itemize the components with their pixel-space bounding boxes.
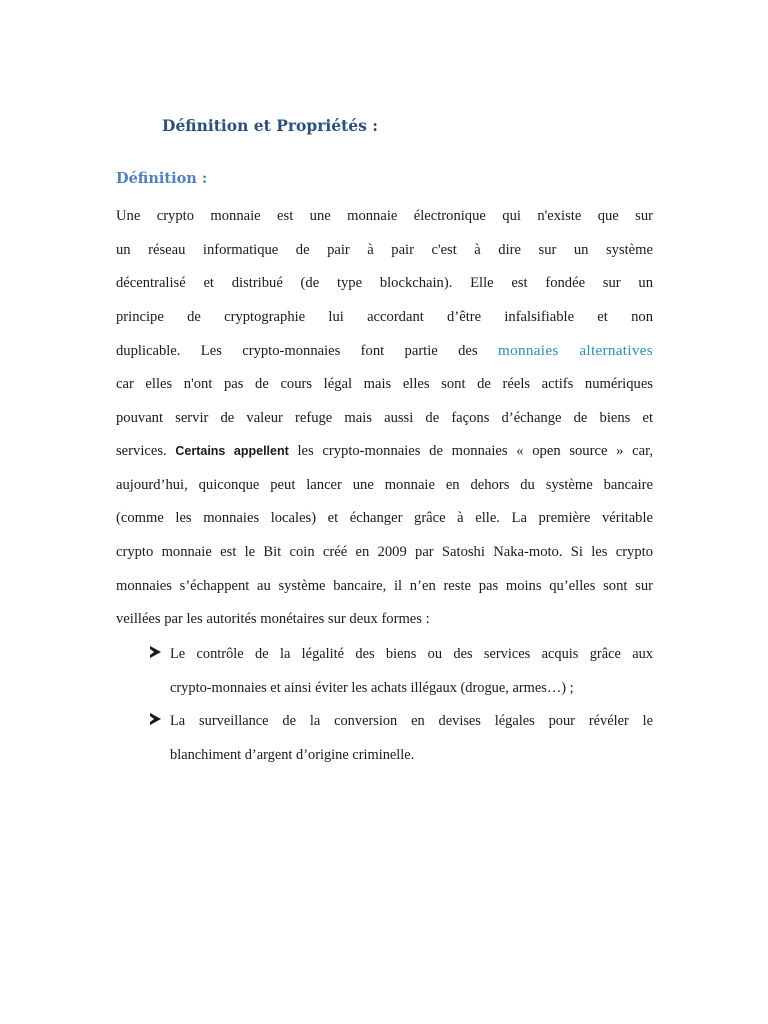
- bullet-1-line-2: crypto-monnaies et ainsi éviter les achats illégaux (drogue, armes…) ;: [170, 679, 574, 696]
- paragraph-line-7: pouvant servir de valeur refuge mais aussi de façons d’échange de biens et: [116, 409, 653, 426]
- bullet-1-line-1: Le contrôle de la légalité des biens ou des services acquis grâce aux: [170, 646, 653, 662]
- paragraph-line-2: un réseau informatique de pair à pair c'est à dire sur un système: [116, 241, 653, 258]
- paragraph-line-5: [116, 334, 653, 368]
- alternative-currencies-link[interactable]: monnaies alternatives: [497, 342, 653, 360]
- paragraph-line-8-end: les crypto-monnaies de monnaies « open source » car,: [297, 443, 653, 460]
- paragraph-line-4: principe de cryptographie lui accordant d’être infalsifiable et non: [116, 308, 653, 325]
- highlight-phrase: Certains appellent: [175, 444, 289, 459]
- list-item: [150, 705, 653, 772]
- paragraph-line-10: (comme les monnaies locales) et échanger grâce à elle. La première véritable: [116, 510, 653, 527]
- bullet-2-line-1: La surveillance de la conversion en devises légales pour révéler le: [170, 713, 653, 730]
- paragraph-line-12: monnaies s’échappent au système bancaire, il n’en reste pas moins qu’elles sont sur: [116, 577, 653, 594]
- paragraph-line-3: décentralisé et distribué (de type blockchain). Elle est fondée sur un: [116, 275, 653, 292]
- paragraph-line-13: veillées par les autorités monétaires sur deux formes :: [116, 611, 430, 628]
- section-heading: Définition :: [116, 170, 208, 187]
- page-title: Définition et Propriétés :: [162, 116, 378, 135]
- paragraph-line-8-start: services.: [116, 443, 167, 460]
- paragraph-line-5-text: duplicable. Les crypto-monnaies font partie des: [116, 343, 478, 360]
- paragraph-line-11: crypto monnaie est le Bit coin créé en 2009 par Satoshi Naka-moto. Si les crypto: [116, 543, 653, 560]
- arrow-bullet-icon: [150, 713, 161, 725]
- list-item: [150, 638, 653, 705]
- arrow-bullet-icon: [150, 646, 161, 658]
- paragraph-line-6: car elles n'ont pas de cours légal mais elles sont de réels actifs numériques: [116, 375, 653, 392]
- paragraph-line-8: [116, 435, 653, 469]
- paragraph-line-9: aujourd’hui, quiconque peut lancer une monnaie en dehors du système bancaire: [116, 476, 653, 493]
- bullet-list: [150, 638, 653, 772]
- definition-paragraph: [116, 200, 653, 637]
- bullet-2-line-2: blanchiment d’argent d’origine criminelle.: [170, 746, 415, 763]
- paragraph-line-1: Une crypto monnaie est une monnaie électronique qui n'existe que sur: [116, 208, 653, 224]
